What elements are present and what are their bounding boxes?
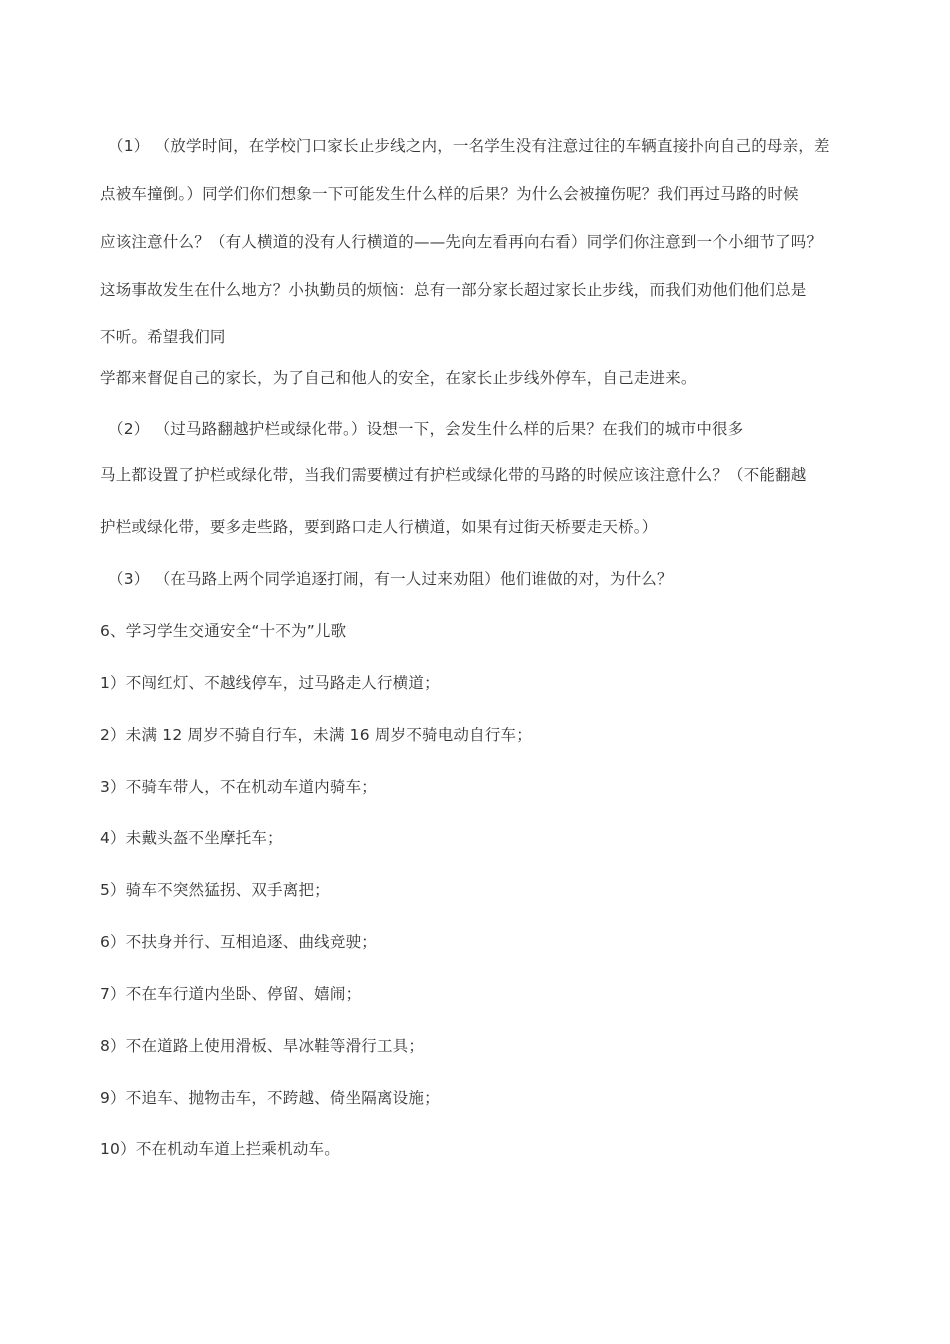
paragraph-2-line-3: 护栏或绿化带，要多走些路，要到路口走人行横道，如果有过街天桥要走天桥。） (100, 518, 658, 536)
rule-item-6: 6）不扶身并行、互相追逐、曲线竞驶； (100, 933, 377, 951)
paragraph-1-line-1: （1） （放学时间，在学校门口家长止步线之内，一名学生没有注意过往的车辆直接扑向自己的母亲，差 (108, 137, 830, 155)
rule-item-3: 3）不骑车带人，不在机动车道内骑车； (100, 778, 377, 796)
paragraph-1-line-2: 点被车撞倒。）同学们你们想象一下可能发生什么样的后果？为什么会被撞伤呢？我们再过马路的时候 (100, 185, 799, 203)
paragraph-3-line-1: （3） （在马路上两个同学追逐打闹，有一人过来劝阻）他们谁做的对，为什么？ (108, 570, 673, 588)
paragraph-1-line-3: 应该注意什么？（有人横道的没有人行横道的——先向左看再向右看）同学们你注意到一个小细节了吗？ (100, 233, 823, 251)
rule-item-9: 9）不追车、抛物击车，不跨越、倚坐隔离设施； (100, 1089, 440, 1107)
paragraph-1-line-5: 不听。希望我们同 (100, 328, 226, 346)
paragraph-2-line-2: 马上都设置了护栏或绿化带，当我们需要横过有护栏或绿化带的马路的时候应该注意什么？（不能翻越 (100, 466, 807, 484)
paragraph-2-line-1: （2） （过马路翻越护栏或绿化带。）设想一下，会发生什么样的后果？在我们的城市中很多 (108, 420, 744, 438)
rule-item-4: 4）未戴头盔不坐摩托车； (100, 829, 283, 847)
rule-item-8: 8）不在道路上使用滑板、旱冰鞋等滑行工具； (100, 1037, 425, 1055)
rule-item-2: 2）未满 12 周岁不骑自行车，未满 16 周岁不骑电动自行车； (100, 726, 532, 744)
rule-item-10: 10）不在机动车道上拦乘机动车。 (100, 1140, 340, 1158)
rule-item-7: 7）不在车行道内坐卧、停留、嬉闹； (100, 985, 362, 1003)
section-title: 6、学习学生交通安全“十不为”儿歌 (100, 622, 347, 640)
paragraph-1-line-6: 学都来督促自己的家长，为了自己和他人的安全，在家长止步线外停车，自己走进来。 (100, 369, 697, 387)
rule-item-5: 5）骑车不突然猛拐、双手离把； (100, 881, 330, 899)
rule-item-1: 1）不闯红灯、不越线停车，过马路走人行横道； (100, 674, 440, 692)
paragraph-1-line-4: 这场事故发生在什么地方？小执勤员的烦恼：总有一部分家长超过家长止步线，而我们劝他们他们总是 (100, 281, 807, 299)
